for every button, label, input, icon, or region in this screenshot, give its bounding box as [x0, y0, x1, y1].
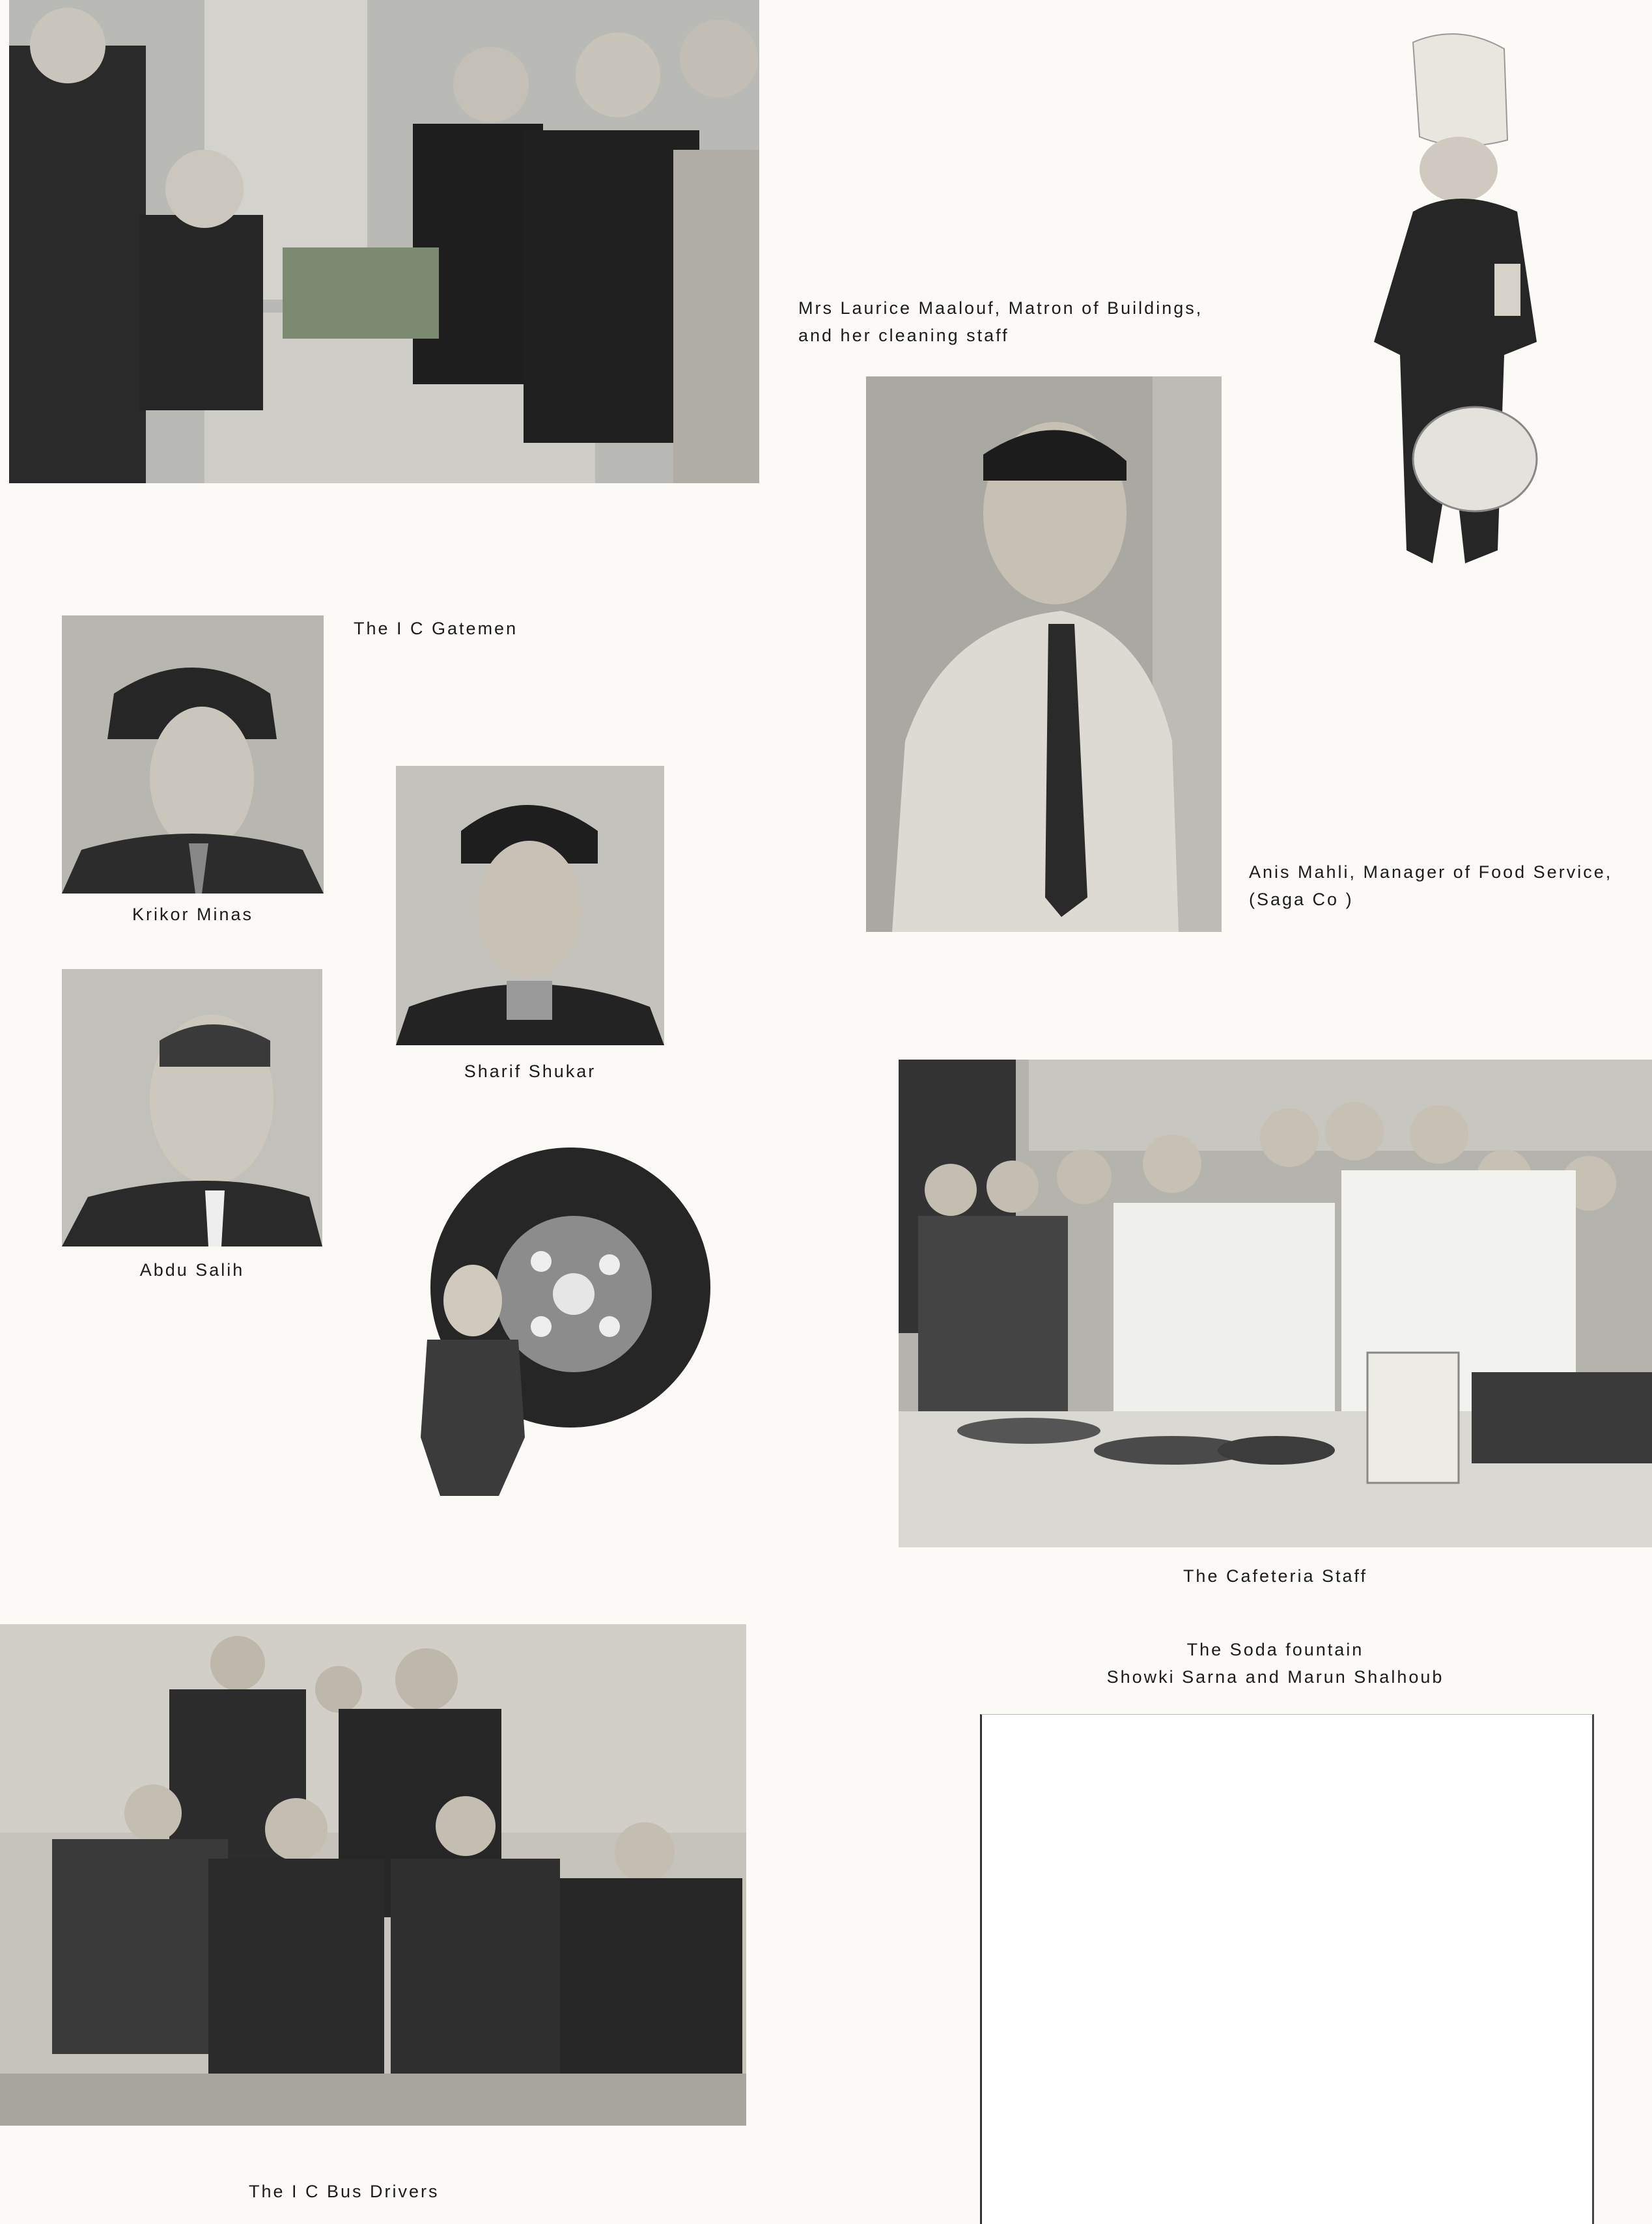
- photo-bus-drivers: [0, 1624, 746, 2126]
- caption-matron-line1: Mrs Laurice Maalouf, Matron of Buildings,: [798, 298, 1203, 318]
- photo-child-with-tire: [414, 1131, 714, 1502]
- photo-krikor-minas: [62, 615, 324, 894]
- caption-soda-line2: Showki Sarna and Marun Shalhoub: [1106, 1667, 1444, 1687]
- photo-cafeteria-staff: [899, 1060, 1652, 1547]
- caption-cafeteria-staff: The Cafeteria Staff: [1183, 1566, 1368, 1586]
- photo-matron-cleaning-staff: [9, 0, 759, 483]
- caption-sharif-shukar: Sharif Shukar: [464, 1062, 596, 1081]
- caption-anis-line1: Anis Mahli, Manager of Food Service,: [1249, 862, 1613, 882]
- photo-child-with-hat: [1367, 29, 1563, 583]
- caption-soda-fountain: [899, 1636, 1652, 1691]
- caption-soda-line1: The Soda fountain: [1186, 1640, 1364, 1659]
- caption-bus-drivers: The I C Bus Drivers: [249, 2182, 440, 2201]
- caption-matron: [798, 294, 1203, 349]
- photo-anis-mahli: [866, 376, 1222, 932]
- photo-soda-fountain-frame: [980, 1714, 1594, 2224]
- caption-matron-line2: and her cleaning staff: [798, 326, 1009, 345]
- photo-sharif-shukar: [396, 766, 664, 1045]
- caption-krikor-minas: Krikor Minas: [132, 905, 254, 924]
- caption-anis-mahli: [1249, 858, 1612, 913]
- caption-gatemen: The I C Gatemen: [354, 619, 518, 638]
- caption-abdu-salih: Abdu Salih: [139, 1260, 245, 1280]
- caption-anis-line2: (Saga Co ): [1249, 890, 1354, 909]
- photo-abdu-salih: [62, 969, 322, 1246]
